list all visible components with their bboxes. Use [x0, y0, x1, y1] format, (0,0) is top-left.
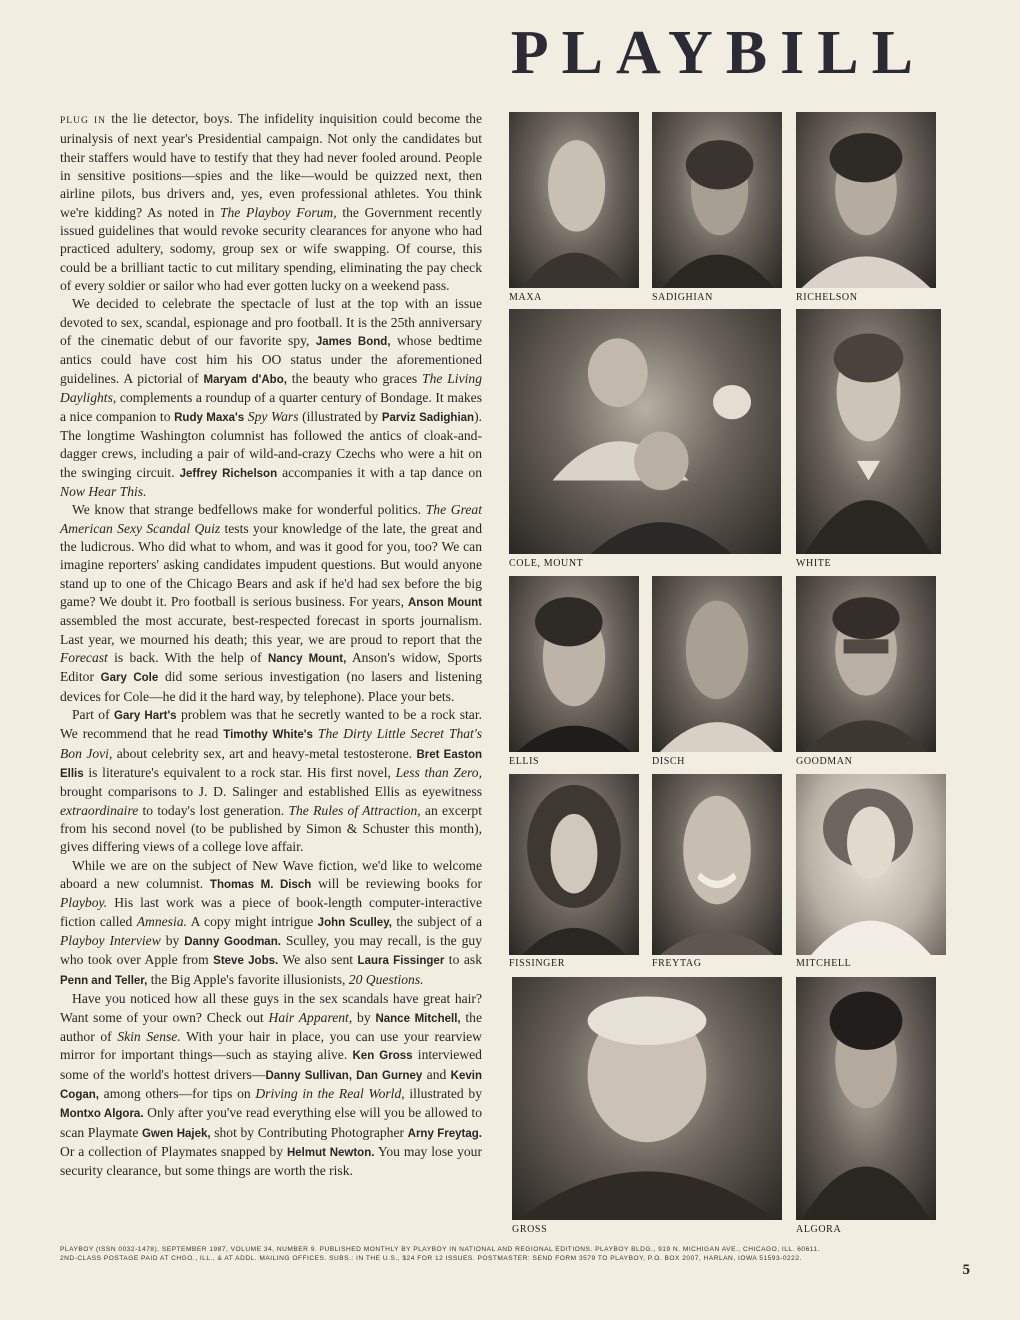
title-reference: The Playboy Forum,	[219, 204, 337, 220]
text-run: shot by Contributing Photographer	[210, 1124, 408, 1140]
contributor-name: Jeffrey Richelson	[179, 467, 278, 480]
portrait-photo	[796, 112, 936, 288]
text-run: by	[160, 933, 185, 949]
text-run: the beauty who graces	[286, 370, 423, 386]
text-run: will be reviewing books for	[311, 876, 483, 892]
text-run: problem was that he secretly wanted to be a rock star. We recommend that he read	[60, 707, 482, 742]
text-run: With your hair in place, you can use your rearview mirror for important things—such as staying alive.	[60, 1028, 482, 1063]
contributor-name: Penn and Teller,	[60, 974, 148, 987]
text-run: the lie detector, boys. The infidelity inquisition could become the urinalysis of next year's Presidential campaign. Not only the candidates but their staffers would have to testify that they had never fooled around. People in sensitive positions—spies and the like—would be quizzed next, then airline pilots, bus drivers and, yes, even professional athletes. You think we're kidding? As noted in	[60, 111, 482, 220]
title-reference: Amnesia.	[136, 913, 187, 929]
portrait-photo	[509, 112, 639, 288]
portrait-photo	[509, 774, 639, 955]
photo-caption: GROSS	[512, 1224, 548, 1235]
portrait-photo	[796, 774, 946, 955]
contributor-name: Steve Jobs.	[213, 955, 279, 968]
title-reference: Spy Wars	[247, 408, 299, 424]
text-run: accompanies it with a tap dance on	[277, 464, 482, 480]
text-run: (illustrated by	[298, 408, 382, 424]
photo-caption: FREYTAG	[652, 958, 702, 969]
text-run: We decided to celebrate the spectacle of lust at the top with an issue devoted to sex, scandal, espionage and pro football. It is the 25th anniversary of the cinematic debut of our favorite spy,	[60, 296, 482, 349]
title-reference: Driving in the Real World,	[255, 1085, 405, 1101]
lead-in: PLUG IN	[60, 116, 107, 126]
paragraph	[60, 857, 482, 990]
page-number: 5	[962, 1262, 970, 1278]
photo-caption: COLE, MOUNT	[509, 558, 584, 569]
portrait-photo	[796, 309, 941, 554]
notice-line: 2ND-CLASS POSTAGE PAID AT CHGO., ILL., & AT ADDL. MAILING OFFICES. SUBS.: IN THE U.S., $24 FOR 12 ISSUES. POSTMASTER: SEND FORM 3579 TO PLAYBOY, P.O. BOX 2007, HARLAN, IOWA 51593-0222.	[60, 1255, 802, 1262]
title-reference: extraordinaire	[60, 802, 139, 818]
photo-caption: WHITE	[796, 558, 832, 569]
notice-line: PLAYBOY (ISSN 0032-1478), SEPTEMBER 1987, VOLUME 34, NUMBER 9. PUBLISHED MONTHLY BY PLAYBOY IN NATIONAL AND REGIONAL EDITIONS. PLAYBOY BLDG., 919 N. MICHIGAN AVE., CHICAGO, ILL. 60611.	[60, 1246, 820, 1253]
portrait-photo	[796, 576, 936, 752]
text-run: is literature's equivalent to a rock star. His first novel,	[83, 765, 396, 781]
text-run: complements a roundup of a quarter century of Bondage. It makes a nice companion to	[60, 390, 482, 424]
text-run: Anson's widow, Sports Editor	[60, 649, 483, 685]
publication-notice	[60, 1245, 930, 1263]
contributor-name: John Sculley,	[317, 916, 392, 929]
contributor-name: Arny Freytag.	[407, 1127, 483, 1140]
paragraph	[60, 990, 482, 1180]
text-run: We also sent	[278, 952, 358, 968]
contributor-name: Parviz Sadighian	[381, 411, 475, 424]
text-run: You may lose your security clearance, but some things are worth the risk.	[60, 1143, 483, 1179]
photo-caption: DISCH	[652, 756, 686, 767]
portrait-photo	[652, 576, 782, 752]
text-run: the subject of a	[391, 913, 482, 929]
text-run: ). The longtime Washington columnist has followed the antics of cloak-and-dagger crews, including a pair of wild-and-crazy Czechs who were a hit on the swinging circuit.	[60, 408, 483, 480]
contributor-name: Anson Mount	[407, 596, 482, 609]
text-run: is back. With the help of	[107, 649, 268, 665]
paragraph	[60, 501, 482, 706]
text-run: to ask	[444, 952, 483, 968]
contributor-name: Ken Gross	[352, 1050, 413, 1063]
contributor-name: Danny Goodman.	[184, 936, 281, 949]
page-title: PLAYBILL	[510, 19, 926, 87]
title-reference: Skin Sense.	[117, 1028, 181, 1044]
text-run: to today's lost generation.	[138, 802, 289, 818]
title-reference: Playboy.	[60, 895, 108, 911]
portrait-photo	[796, 977, 936, 1220]
text-run: whose bedtime antics could have cost him his OO status under the aforementioned guidelines. A pictorial of	[60, 333, 482, 386]
photo-caption: GOODMAN	[796, 756, 853, 767]
contributor-name: Laura Fissinger	[357, 955, 445, 968]
text-run: by	[352, 1009, 376, 1025]
portrait-photo	[509, 576, 639, 752]
text-run: assembled the most accurate, best-respected forecast in sports journalism. Last year, we mourned his death; this year, we are proud to report that the	[60, 613, 482, 647]
text-run: the Big Apple's favorite illusionists,	[147, 971, 349, 987]
contributor-name: Rudy Maxa's	[174, 411, 245, 424]
contributor-name: Thomas M. Disch	[209, 879, 312, 892]
text-run: We know that strange bedfellows make for wonderful politics.	[72, 502, 426, 518]
contributor-name: Danny Sullivan, Dan Gurney	[265, 1069, 423, 1082]
paragraph	[60, 295, 482, 501]
photo-caption: MITCHELL	[796, 958, 852, 969]
title-reference: The Rules of Attraction,	[288, 802, 421, 818]
contributor-name: Gwen Hajek,	[141, 1127, 211, 1140]
contributor-name: Kevin Cogan,	[60, 1069, 482, 1101]
portrait-photo	[512, 977, 782, 1220]
text-run: Or a collection of Playmates snapped by	[60, 1143, 287, 1159]
text-run: While we are on the subject of New Wave fiction, we'd like to welcome aboard a new columnist.	[60, 857, 482, 892]
group-photo	[509, 309, 781, 554]
title-reference: Playboy Interview	[60, 933, 161, 949]
paragraph	[60, 706, 482, 857]
photo-caption: ALGORA	[796, 1224, 842, 1235]
contributor-name: James Bond,	[315, 336, 391, 349]
contributor-name: Gary Cole	[100, 672, 159, 685]
portrait-photo	[652, 774, 782, 955]
text-run: did some serious investigation (no lasers and listening devices for Cole—he did it the hard way, by telephone). Place your bets.	[60, 669, 482, 704]
text-run: an excerpt from his second novel (to be published by Simon & Schuster this month), gives differing views of a college love affair.	[60, 802, 482, 855]
contributor-name: Nancy Mount,	[267, 652, 347, 665]
text-run: the author of	[60, 1009, 483, 1044]
title-reference: The Living Daylights,	[60, 370, 482, 406]
text-run: Sculley, you may recall, is the guy who took over Apple from	[60, 933, 482, 968]
title-reference: Less than Zero,	[395, 765, 482, 781]
text-run: among others—for tips on	[98, 1085, 256, 1101]
text-run: and	[422, 1066, 451, 1082]
photo-caption: SADIGHIAN	[652, 292, 713, 303]
text-run: brought comparisons to J. D. Salinger and established Ellis as eyewitness	[60, 784, 482, 800]
photo-caption: MAXA	[509, 292, 542, 303]
photo-caption: FISSINGER	[509, 958, 565, 969]
text-run: A copy might intrigue	[186, 913, 318, 929]
title-reference: 20 Questions.	[348, 971, 424, 987]
text-run: Have you noticed how all these guys in the sex scandals have great hair? Want some of your own? Check out	[60, 991, 482, 1025]
text-run: illustrated by	[404, 1085, 482, 1101]
title-reference: Forecast	[60, 649, 108, 665]
paragraph	[60, 110, 482, 295]
title-reference: The Great American Sexy Scandal Quiz	[60, 502, 483, 536]
text-run: Part of	[72, 707, 115, 722]
portrait-photo	[652, 112, 782, 288]
title-reference: The Dirty Little Secret That's Bon Jovi,	[60, 726, 483, 761]
text-run: the Government recently issued guidelines that would revoke security clearances for anyone who had practiced adultery, sodomy, group sex or wife swapping. Of course, this could be a brilliant tactic to cut military spending, eliminating the pay check of every soldier or sailor who had ever gotten lucky on a weekend pass.	[60, 204, 482, 294]
text-run: Only after you've read everything else will you be allowed to scan Playmate	[60, 1105, 482, 1140]
photo-caption: ELLIS	[509, 756, 540, 767]
contributor-name: Gary Hart's	[114, 710, 177, 722]
photo-caption: RICHELSON	[796, 292, 858, 303]
article-body	[60, 110, 482, 1181]
title-reference: Now Hear This.	[60, 483, 147, 499]
title-reference: Hair Apparent,	[268, 1009, 353, 1025]
contributor-name: Bret Easton Ellis	[60, 748, 482, 781]
contributor-name: Maryam d'Abo,	[203, 373, 287, 386]
contributor-name: Nance Mitchell,	[375, 1012, 461, 1025]
contributor-name: Montxo Algora.	[60, 1108, 144, 1121]
text-run: interviewed some of the world's hottest drivers—	[60, 1047, 482, 1082]
text-run: His last work was a piece of book-length computer-interactive fiction called	[60, 895, 482, 929]
text-run: about celebrity sex, art and heavy-metal testosterone.	[112, 745, 417, 761]
contributor-name: Helmut Newton.	[286, 1146, 375, 1159]
contributor-name: Timothy White's	[223, 729, 313, 742]
text-run: tests your knowledge of the late, the great and the ludicrous. Who did what to whom, and was it good for you, too? We can imagine reporters' asking candidates impudent questions. But would anyone stand up to one of the Chicago Bears and ask if he'd had sex before the big game? We doubt it. Pro football is serious business. For years,	[60, 520, 483, 609]
